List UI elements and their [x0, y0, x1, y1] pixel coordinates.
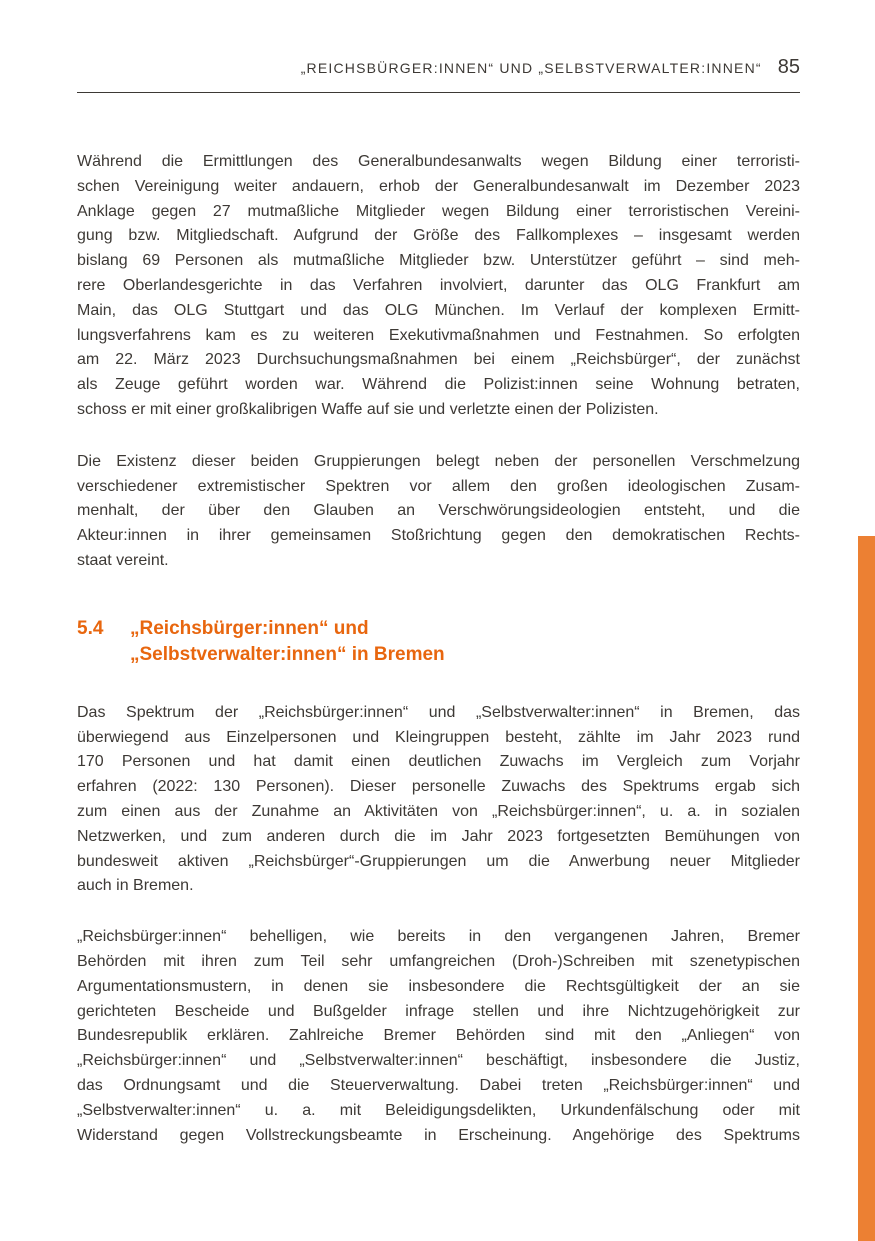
- text-line: Das Spektrum der „Reichsbürger:innen“ und „Selbstverwalter:innen“ in Bremen, das: [77, 703, 800, 721]
- paragraph-behelligen: [77, 925, 800, 1148]
- section-title: [130, 616, 800, 668]
- text-line: Die Existenz dieser beiden Gruppierungen belegt neben der personellen Verschmelzung: [77, 452, 800, 470]
- text-line: am 22. März 2023 Durchsuchungsmaßnahmen bei einem „Reichsbürger“, der zunächst: [77, 351, 800, 369]
- text-line: staat vereint.: [77, 551, 169, 569]
- page-number: 85: [777, 56, 800, 78]
- text-line: auch in Bremen.: [77, 877, 194, 895]
- running-header-title: „REICHSBÜRGER:INNEN“ UND „SELBSTVERWALTER:INNEN“: [300, 60, 762, 76]
- text-line: Behörden mit ihren zum Teil sehr umfangreichen (Droh-)Schreiben mit szenetypischen: [77, 952, 800, 970]
- text-line: „Selbstverwalter:innen“ u. a. mit Beleidigungsdelikten, Urkundenfälschung oder mit: [77, 1101, 800, 1119]
- text-line: bundesweit aktiven „Reichsbürger“-Gruppierungen um die Anwerbung neuer Mitglieder: [77, 852, 800, 870]
- chapter-edge-tab: [858, 536, 875, 1241]
- paragraph-spektrum: [77, 701, 800, 899]
- text-line: verschiedener extremistischer Spektren vor allem den großen ideologischen Zusam-: [77, 477, 800, 495]
- page-content: [77, 0, 800, 1148]
- text-line: Netzwerken, und zum anderen durch die im Jahr 2023 fortgesetzten Bemühungen von: [77, 827, 800, 845]
- text-line: Widerstand gegen Vollstreckungsbeamte in Erscheinung. Angehörige des Spektrums: [77, 1126, 800, 1144]
- text-line: gung bzw. Mitgliedschaft. Aufgrund der Größe des Fallkomplexes – insgesamt werden: [77, 227, 800, 245]
- section-heading: [77, 616, 800, 668]
- text-line: Bundesrepublik erklären. Zahlreiche Bremer Behörden sind mit den „Anliegen“ von: [77, 1027, 800, 1045]
- text-line: „Reichsbürger:innen“ und: [130, 617, 369, 639]
- text-line: überwiegend aus Einzelpersonen und Kleingruppen besteht, zählte im Jahr 2023 rund: [77, 728, 800, 746]
- text-line: das Ordnungsamt und die Steuerverwaltung. Dabei treten „Reichsbürger:innen“ und: [77, 1076, 800, 1094]
- text-line: schoss er mit einer großkalibrigen Waffe auf sie und verletzte einen der Polizisten.: [77, 400, 659, 418]
- text-line: zum einen aus der Zunahme an Aktivitäten von „Reichsbürger:innen“, u. a. in sozialen: [77, 802, 800, 820]
- text-line: bislang 69 Personen als mutmaßliche Mitglieder bzw. Unterstützer geführt – sind meh-: [77, 252, 800, 270]
- paragraph-ermittlungen: [77, 150, 800, 423]
- text-line: „Reichsbürger:innen“ behelligen, wie bereits in den vergangenen Jahren, Bremer: [77, 928, 800, 946]
- text-line: Anklage gegen 27 mutmaßliche Mitglieder wegen Bildung einer terroristischen Vereini-: [77, 202, 800, 220]
- text-line: Argumentationsmustern, in denen sie insbesondere die Rechtsgültigkeit der an sie: [77, 977, 800, 995]
- text-line: schen Vereinigung weiter andauern, erhob der Generalbundesanwalt im Dezember 2023: [77, 177, 800, 195]
- text-line: „Reichsbürger:innen“ und „Selbstverwalter:innen“ beschäftigt, insbesondere die Justiz,: [77, 1052, 800, 1070]
- text-line: als Zeuge geführt worden war. Während die Polizist:innen seine Wohnung betraten,: [77, 376, 800, 394]
- paragraph-existenz: [77, 450, 800, 574]
- text-line: Main, das OLG Stuttgart und das OLG München. Im Verlauf der komplexen Ermitt-: [77, 301, 800, 319]
- text-line: „Selbstverwalter:innen“ in Bremen: [130, 643, 445, 665]
- text-line: lungsverfahrens kam es zu weiteren Exekutivmaßnahmen und Festnahmen. So erfolgten: [77, 326, 800, 344]
- text-line: erfahren (2022: 130 Personen). Dieser personelle Zuwachs des Spektrums ergab sich: [77, 778, 800, 796]
- page-header: [77, 56, 800, 93]
- text-line: Während die Ermittlungen des Generalbundesanwalts wegen Bildung einer terroristi-: [77, 153, 800, 170]
- text-line: Akteur:innen in ihrer gemeinsamen Stoßrichtung gegen den demokratischen Rechts-: [77, 527, 800, 545]
- text-line: gerichteten Bescheide und Bußgelder infrage stellen und ihre Nichtzugehörigkeit zur: [77, 1002, 800, 1020]
- text-line: rere Oberlandesgerichte in das Verfahren involviert, darunter das OLG Frankfurt am: [77, 276, 800, 294]
- section-number: 5.4: [77, 617, 104, 639]
- text-line: 170 Personen und hat damit einen deutlichen Zuwachs im Vergleich zum Vorjahr: [77, 753, 800, 771]
- text-line: menhalt, der über den Glauben an Verschwörungsideologien entsteht, und die: [77, 502, 800, 520]
